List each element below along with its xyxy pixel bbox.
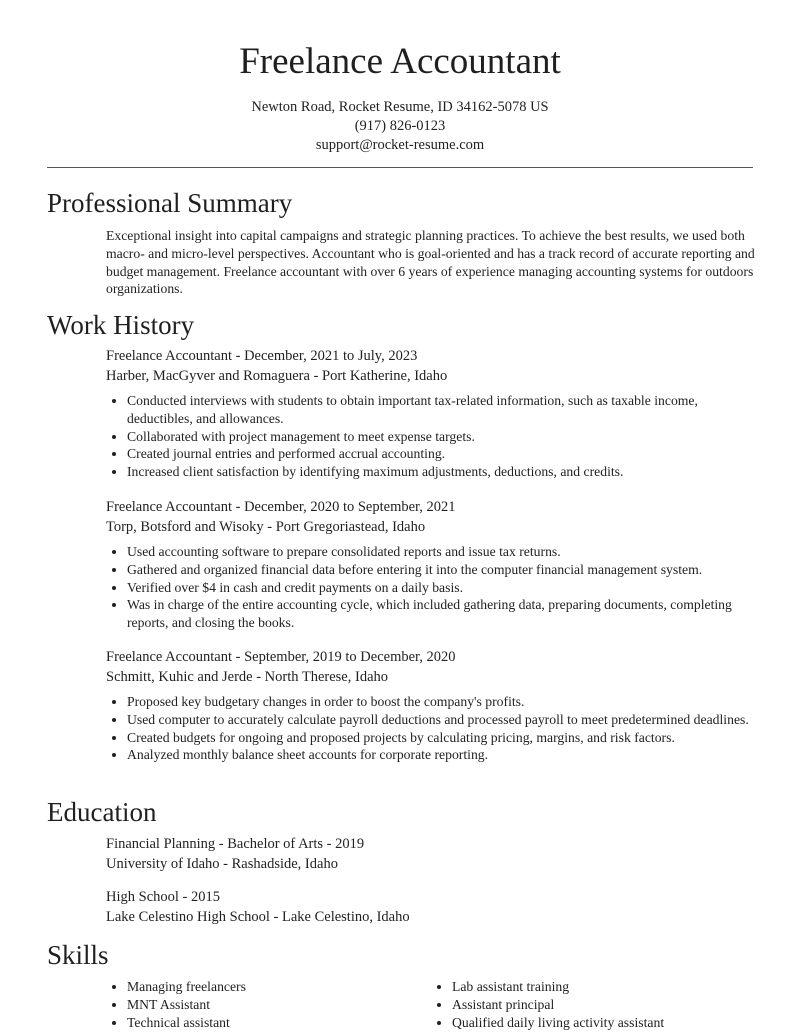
- job-bullet: • Conducted interviews with students to obtain important tax-related information, such as taxable income, deductibles, and allowances.: [127, 392, 756, 428]
- job-role: Freelance Accountant - December, 2020 to September, 2021: [106, 499, 456, 515]
- job-bullet: • Was in charge of the entire accounting cycle, which included gathering data, preparing documents, completing reports, and closing the books.: [127, 596, 756, 632]
- job-bullet: • Proposed key budgetary changes in order to boost the company's profits.: [127, 693, 756, 711]
- job-bullets: [106, 693, 756, 764]
- education-entry: [106, 835, 756, 874]
- job-bullets: [106, 392, 756, 481]
- skill-item: • Assistant principal: [452, 996, 756, 1014]
- job-company: Torp, Botsford and Wisoky - Port Gregoriastead, Idaho: [106, 518, 426, 535]
- job-bullets: [106, 543, 756, 632]
- summary-text: Exceptional insight into capital campaigns and strategic planning practices. To achieve the best results, we used both macro- and micro-level perspectives. Accountant who is goal-oriented and has a track record of accurate reporting and budget management. Freelance accountant with over 6 years of experience managing accounting systems for outdoors organizations.: [106, 228, 755, 297]
- summary-heading: Professional Summary: [47, 188, 293, 218]
- job-company: Harber, MacGyver and Romaguera - Port Katherine, Idaho: [106, 367, 448, 384]
- job-bullet: • Gathered and organized financial data before entering it into the computer financial management system.: [127, 561, 756, 579]
- job-bullet: • Created budgets for ongoing and proposed projects by calculating pricing, margins, and risk factors.: [127, 729, 756, 747]
- education-school: University of Idaho - Rashadside, Idaho: [106, 855, 338, 872]
- education-entry: [106, 888, 756, 927]
- header-divider: [47, 167, 753, 168]
- job-bullet: • Used computer to accurately calculate payroll deductions and processed payroll to meet predetermined deadlines.: [127, 711, 756, 729]
- job-role: Freelance Accountant - September, 2019 to December, 2020: [106, 649, 456, 665]
- phone: (917) 826-0123: [354, 118, 446, 134]
- education-heading: Education: [47, 797, 157, 827]
- job-bullet: • Used accounting software to prepare consolidated reports and issue tax returns.: [127, 543, 756, 561]
- job-entry: [106, 498, 756, 632]
- job-bullet: • Collaborated with project management to meet expense targets.: [127, 428, 756, 446]
- job-bullet: • Verified over $4 in cash and credit payments on a daily basis.: [127, 579, 756, 597]
- skill-item: • Managing freelancers: [127, 978, 431, 996]
- education-degree: High School - 2015: [106, 889, 220, 905]
- skills-list: [106, 978, 756, 1031]
- skill-item: • Lab assistant training: [452, 978, 756, 996]
- job-bullet: • Analyzed monthly balance sheet accounts for corporate reporting.: [127, 746, 756, 764]
- skill-item: • MNT Assistant: [127, 996, 431, 1014]
- address: Newton Road, Rocket Resume, ID 34162-5078 US: [251, 99, 549, 115]
- work-history-heading: Work History: [47, 310, 195, 340]
- contact-info: [0, 98, 800, 155]
- job-company: Schmitt, Kuhic and Jerde - North Therese, Idaho: [106, 668, 388, 685]
- education-degree: Financial Planning - Bachelor of Arts - 2019: [106, 836, 365, 852]
- skills-column-right: [431, 978, 756, 1031]
- job-role: Freelance Accountant - December, 2021 to July, 2023: [106, 348, 418, 364]
- skill-item: • Technical assistant: [127, 1014, 431, 1032]
- candidate-name: Freelance Accountant: [239, 41, 561, 82]
- skills-heading: Skills: [47, 940, 109, 970]
- skill-item: • Qualified daily living activity assistant: [452, 1014, 756, 1032]
- education-school: Lake Celestino High School - Lake Celestino, Idaho: [106, 908, 410, 925]
- job-bullet: • Created journal entries and performed accrual accounting.: [127, 445, 756, 463]
- resume-header: [0, 0, 800, 155]
- job-entry: [106, 347, 756, 481]
- skills-column-left: [106, 978, 431, 1031]
- email: support@rocket-resume.com: [315, 137, 485, 153]
- job-entry: [106, 648, 756, 764]
- job-bullet: • Increased client satisfaction by identifying maximum adjustments, deductions, and credits.: [127, 463, 756, 481]
